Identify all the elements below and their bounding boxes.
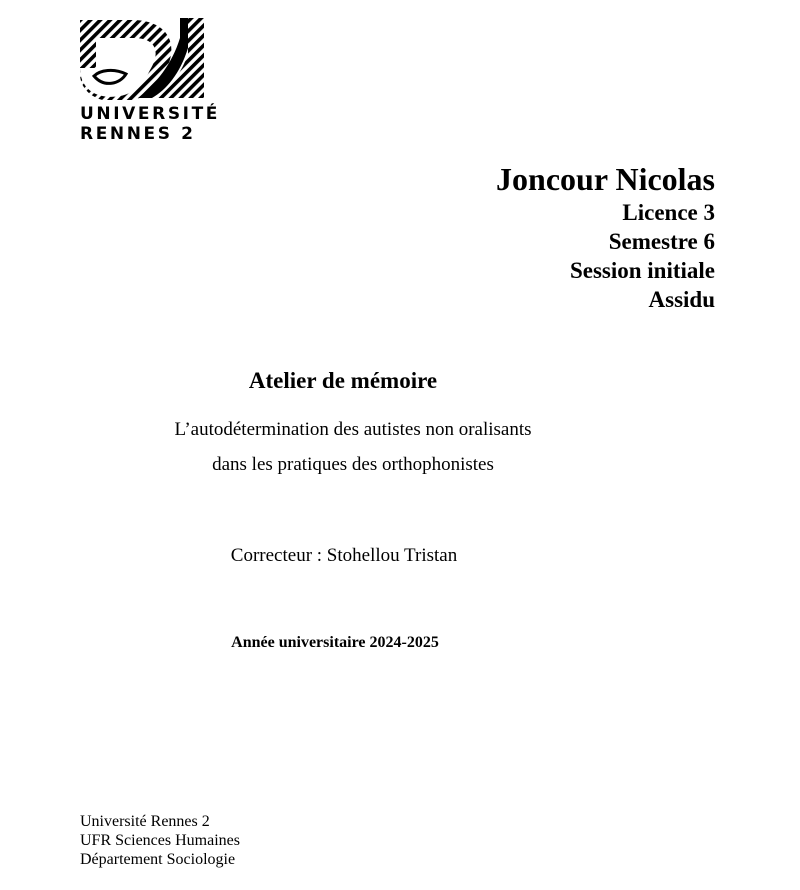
- author-status: Assidu: [648, 287, 715, 312]
- university-logo: [80, 18, 220, 144]
- course-title: Atelier de mémoire: [248, 368, 438, 393]
- author-name: Joncour Nicolas: [496, 161, 715, 197]
- subject-line-2: dans les pratiques des orthophonistes: [212, 454, 494, 475]
- logo-line-1: UNIVERSITÉ: [80, 104, 220, 124]
- footer-ufr: UFR Sciences Humaines: [80, 832, 240, 849]
- logo-wordmark: [80, 104, 220, 144]
- footer-university: Université Rennes 2: [80, 813, 210, 830]
- author-level: Licence 3: [622, 200, 715, 225]
- footer-address: [80, 812, 240, 869]
- author-session: Session initiale: [569, 258, 715, 283]
- subject-line-1: L’autodétermination des autistes non oralisants: [174, 419, 532, 440]
- author-semester: Semestre 6: [608, 229, 715, 254]
- author-block: [496, 160, 715, 314]
- academic-year: Année universitaire 2024-2025: [231, 634, 439, 651]
- universite-rennes-2-logo-icon: [80, 18, 206, 100]
- footer-department: Département Sociologie: [80, 851, 236, 868]
- logo-line-2: RENNES 2: [80, 124, 196, 144]
- corrector: Correcteur : Stohellou Tristan: [230, 545, 458, 566]
